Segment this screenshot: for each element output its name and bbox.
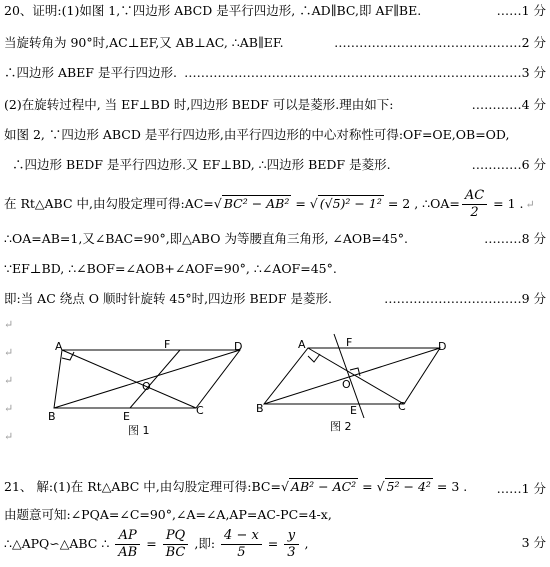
leader-dots: ……	[496, 481, 522, 496]
radical-expression: √ AB² − AC²	[280, 479, 357, 494]
fraction: $\frac{AC}{2}$	[462, 188, 487, 221]
leader-dots: …………	[471, 97, 522, 112]
leader-dots: ……	[496, 3, 522, 18]
score-label: 1 分	[521, 3, 546, 18]
score-label: 1 分	[521, 481, 546, 496]
equals-sign: =	[142, 536, 161, 551]
score-label: 6 分	[521, 157, 546, 172]
score-label: 8 分	[521, 231, 546, 246]
line-text: ,即:	[190, 536, 216, 551]
line-text: 由题意可知:∠PQA=∠C=90°,∠A=∠A,AP=AC-PC=4-x,	[4, 507, 332, 522]
solution-line-1	[4, 2, 546, 20]
return-mark: ↵	[525, 198, 535, 211]
fraction: $\frac{PQ}{BC}$	[163, 528, 189, 561]
equals-sign: =	[358, 479, 377, 494]
right-angle-mark	[62, 352, 74, 360]
fraction: $\frac{AP}{AB}$	[115, 528, 140, 561]
solution-line-11	[4, 476, 546, 498]
line-text: 即:当 AC 绕点 O 顺时针旋转 45°时,四边形 BEDF 是菱形.	[4, 291, 332, 306]
solution-line-13	[4, 526, 546, 562]
solution-line-8	[4, 230, 546, 248]
return-mark: ↵	[4, 374, 14, 387]
equals-sign: =	[291, 196, 310, 211]
leader-dots: …………	[471, 157, 522, 172]
solution-line-10	[4, 290, 546, 308]
line-text: 如图 2, ∵四边形 ABCD 是平行四边形,由平行四边形的中心对称性可得:OF=OE,OB=OD,	[4, 127, 510, 142]
line-text: 当旋转角为 90°时,AC⊥EF,又 AB⊥AC, ∴AB∥EF.	[4, 35, 284, 50]
solution-line-12	[4, 506, 546, 524]
leader-dots: ………	[484, 231, 522, 246]
line-text: ∵EF⊥BD, ∴∠BOF=∠AOB+∠AOF=90°, ∴∠AOF=45°.	[4, 261, 337, 276]
diagonal-bd	[264, 348, 440, 404]
line-text: ∴四边形 ABEF 是平行四边形.	[4, 65, 177, 80]
score-label: 3 分	[521, 65, 546, 80]
figure-2-caption: 图 2	[330, 420, 352, 433]
point-label-c: C	[398, 400, 406, 413]
leader-dots: ……………………………	[384, 291, 522, 306]
fraction: $\frac{4 - x}{5}$	[221, 528, 262, 561]
line-text: 20、证明:(1)如图 1,∵四边形 ABCD 是平行四边形, ∴AD∥BC,即 AF∥BE.	[4, 3, 422, 18]
return-mark: ↵	[4, 318, 14, 331]
solution-line-3	[4, 64, 546, 82]
right-angle-mark-a	[308, 354, 320, 362]
line-text: ∴OA=AB=1,又∠BAC=90°,即△ABO 为等腰直角三角形, ∠AOB=45°.	[4, 231, 408, 246]
point-label-o: O	[142, 380, 151, 393]
score-label: 3 分	[521, 535, 546, 550]
line-text: = 2 , ∴OA=	[383, 196, 460, 211]
point-label-e: E	[123, 410, 130, 423]
return-mark: ↵	[4, 402, 14, 415]
line-text: 21、 解:(1)在 Rt△ABC 中,由勾股定理可得:BC=	[4, 479, 281, 494]
return-mark: ↵	[4, 346, 14, 359]
solution-line-9	[4, 260, 546, 278]
line-text: (2)在旋转过程中, 当 EF⊥BD 时,四边形 BEDF 可以是菱形.理由如下:	[4, 97, 394, 112]
segment-ef	[130, 350, 180, 408]
fraction: $\frac{y}{3}$	[284, 528, 298, 561]
radical-expression: √ (√5)² − 1²	[309, 196, 382, 211]
point-label-b: B	[256, 402, 264, 415]
solution-line-7	[4, 188, 546, 221]
solution-line-4	[4, 96, 546, 114]
line-text: ∴△APQ∽△ABC ∴	[4, 536, 110, 551]
line-text: = 1 .	[489, 196, 524, 211]
radical-expression: √ BC² − AB²	[213, 196, 290, 211]
score-label: 9 分	[521, 291, 546, 306]
point-label-f: F	[346, 336, 353, 349]
solution-line-5	[4, 126, 546, 144]
point-label-d: D	[438, 340, 447, 353]
solution-line-2	[4, 34, 546, 52]
point-label-a: A	[298, 338, 306, 351]
leader-dots: ………………………………………	[334, 35, 522, 50]
point-label-e: E	[350, 404, 357, 417]
score-label: 4 分	[521, 97, 546, 112]
equals-sign: =	[263, 536, 283, 551]
figure-2-diagram	[254, 326, 459, 438]
leader-dots: ………………………………………………………………………	[184, 65, 522, 80]
line-text: ∴四边形 BEDF 是平行四边形.又 EF⊥BD, ∴四边形 BEDF 是菱形.	[12, 157, 391, 172]
point-label-f: F	[164, 338, 171, 351]
point-label-d: D	[234, 340, 243, 353]
point-label-c: C	[196, 404, 204, 417]
point-label-b: B	[48, 410, 56, 423]
score-label: 2 分	[521, 35, 546, 50]
solution-line-6	[12, 156, 546, 174]
return-mark: ↵	[4, 430, 14, 443]
line-text: = 3 .	[432, 479, 468, 494]
figure-1-diagram	[40, 336, 260, 442]
line-text: 在 Rt△ABC 中,由勾股定理可得:AC=	[4, 196, 214, 211]
point-label-o: O	[342, 378, 351, 391]
figure-1-caption: 图 1	[128, 424, 150, 437]
point-label-a: A	[55, 340, 63, 353]
line-text: ,	[300, 536, 309, 551]
radical-expression: √ 5² − 4²	[376, 479, 431, 494]
